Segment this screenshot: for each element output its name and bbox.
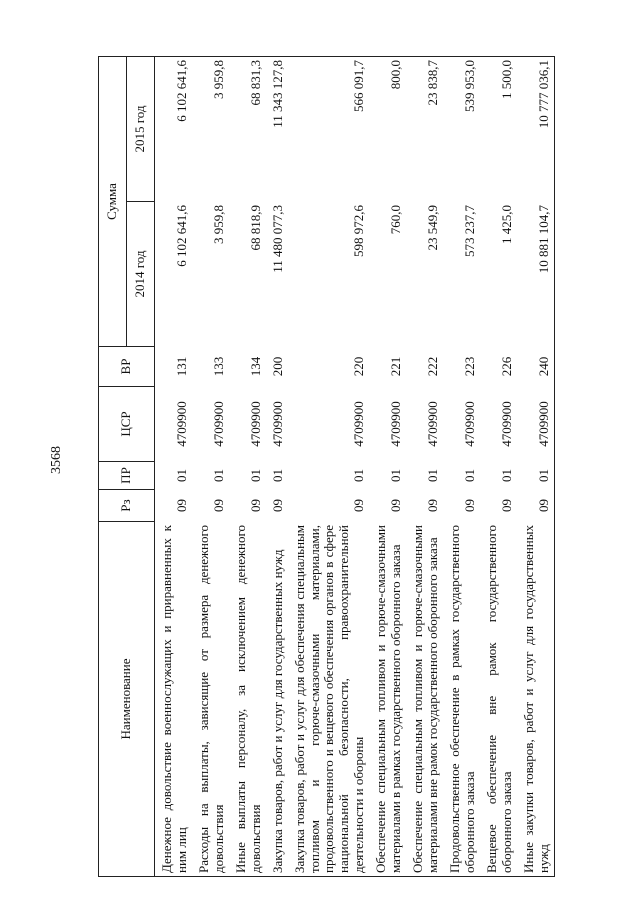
cell-pr: 01: [425, 469, 441, 482]
cell-pr: 01: [247, 469, 263, 482]
cell-csr: 4709900: [388, 401, 404, 447]
cell-rz: 09: [247, 499, 263, 512]
cell-rz: 09: [517, 490, 554, 522]
cell-pr: 01: [269, 469, 285, 482]
cell-vr: 200: [269, 356, 285, 377]
cell-name: Закупка товаров, работ и услуг для обеспечения специальным топливом и горюче-смазочными материалами, продовольственного и вещевого обеспечения органов в сфере национальной безопасности, правоохранительной деятельности и обороны: [288, 522, 370, 877]
cell-vr: 223: [461, 356, 477, 377]
cell-sum-2014: 10 881 104,7: [517, 202, 554, 347]
cell-pr: 01: [210, 469, 226, 482]
table-row: [406, 57, 443, 877]
cell-sum-2015: 3 959,8: [192, 57, 229, 202]
header-pr: ПР: [99, 462, 155, 490]
cell-vr: 240: [517, 347, 554, 387]
budget-table: [98, 56, 555, 877]
cell-rz: 09: [269, 499, 285, 512]
cell-rz: 09: [498, 499, 514, 512]
cell-csr: 4709900: [517, 387, 554, 462]
cell-sum-2014: 6 102 641,6: [173, 205, 189, 267]
cell-sum-2015: 6 102 641,6: [155, 57, 192, 202]
cell-rz: 09: [351, 499, 367, 512]
cell-vr: 226: [498, 356, 514, 377]
cell-pr: 01: [517, 462, 554, 490]
cell-csr: 4709900: [351, 401, 367, 447]
cell-sum-2015: 23 838,7: [406, 57, 443, 202]
cell-rz: 09: [388, 499, 404, 512]
header-year-2015: 2015 год: [127, 57, 155, 202]
cell-csr: 4709900: [461, 401, 477, 447]
header-vr: ВР: [99, 347, 155, 387]
header-year-2014: 2014 год: [127, 202, 155, 347]
cell-sum-2014: 1 425,0: [498, 205, 514, 244]
table-row: [266, 57, 288, 877]
table-row: [192, 57, 229, 877]
cell-csr: 4709900: [247, 401, 263, 447]
cell-name: Иные закупки товаров, работ и услуг для государственных нужд: [517, 522, 554, 877]
table-row: [155, 57, 192, 877]
cell-vr: 133: [210, 356, 226, 377]
cell-name: Обеспечение специальным топливом и горюче-смазочными материалами вне рамок государственного оборонного заказа: [406, 522, 443, 877]
page-number-text: 3568: [49, 446, 64, 474]
cell-vr: 134: [247, 356, 263, 377]
cell-vr: 131: [173, 356, 189, 377]
cell-csr: 4709900: [425, 401, 441, 447]
cell-sum-2015: 68 831,3: [229, 57, 266, 202]
page-number: [47, 440, 67, 480]
cell-name: Иные выплаты персоналу, за исключением денежного довольствия: [229, 522, 266, 877]
cell-sum-2014: 3 959,8: [210, 205, 226, 244]
table-body: [155, 57, 555, 877]
cell-sum-2015: 800,0: [369, 57, 406, 202]
cell-vr: 221: [388, 356, 404, 377]
cell-sum-2015: 539 953,0: [443, 57, 480, 202]
cell-sum-2014: 68 818,9: [247, 205, 263, 251]
cell-name: Обеспечение специальным топливом и горюче-смазочными материалами в рамках государственного оборонного заказа: [369, 522, 406, 877]
cell-sum-2015: 1 500,0: [480, 57, 517, 202]
cell-pr: 01: [173, 469, 189, 482]
cell-name: Закупка товаров, работ и услуг для государственных нужд: [266, 522, 288, 877]
cell-rz: 09: [425, 499, 441, 512]
rotated-table-container: [98, 57, 598, 877]
table-row: [369, 57, 406, 877]
cell-sum-2014: 573 237,7: [461, 205, 477, 257]
table-row: [229, 57, 266, 877]
cell-sum-2014: 598 972,6: [351, 205, 367, 257]
header-csr: ЦСР: [99, 387, 155, 462]
cell-pr: 01: [388, 469, 404, 482]
cell-vr: 222: [425, 356, 441, 377]
table-row: [517, 57, 554, 877]
cell-name: Расходы на выплаты, зависящие от размера денежного довольствия: [192, 522, 229, 877]
cell-sum-2014: 23 549,9: [425, 205, 441, 251]
cell-csr: 4709900: [210, 401, 226, 447]
table-row: [480, 57, 517, 877]
table-row: [288, 57, 370, 877]
cell-pr: 01: [498, 469, 514, 482]
cell-sum-2014: 11 480 077,3: [269, 205, 285, 273]
cell-name: Вещевое обеспечение вне рамок государственного оборонного заказа: [480, 522, 517, 877]
cell-vr: 220: [351, 356, 367, 377]
cell-csr: 4709900: [269, 401, 285, 447]
cell-sum-2015: 566 091,7: [288, 57, 370, 202]
header-rz: Рз: [99, 490, 155, 522]
cell-csr: 4709900: [498, 401, 514, 447]
cell-rz: 09: [173, 499, 189, 512]
cell-name: Денежное довольствие военнослужащих и приравненных к ним лиц: [155, 522, 192, 877]
header-sum: Сумма: [99, 57, 127, 347]
header-name: Наименование: [99, 522, 155, 877]
cell-csr: 4709900: [173, 401, 189, 447]
cell-sum-2015: 10 777 036,1: [517, 57, 554, 202]
cell-sum-2014: 760,0: [388, 205, 404, 235]
cell-pr: 01: [461, 469, 477, 482]
cell-rz: 09: [210, 499, 226, 512]
cell-pr: 01: [351, 469, 367, 482]
cell-sum-2015: 11 343 127,8: [266, 57, 288, 202]
table-header: [99, 57, 155, 877]
cell-name: Продовольственное обеспечение в рамках государственного оборонного заказа: [443, 522, 480, 877]
table-row: [443, 57, 480, 877]
cell-rz: 09: [461, 499, 477, 512]
